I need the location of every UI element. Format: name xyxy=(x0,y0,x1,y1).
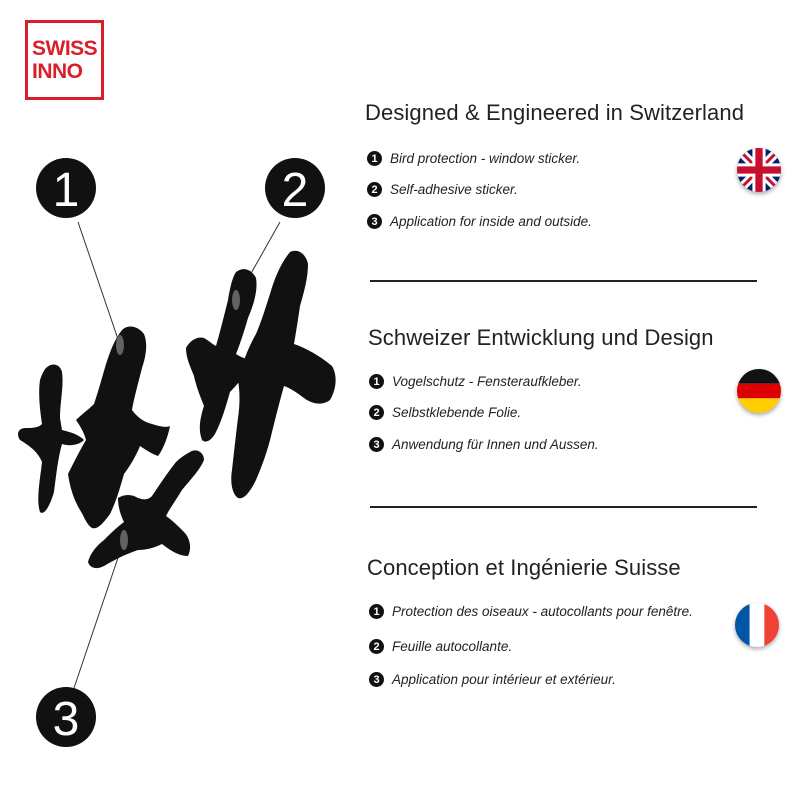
number-2-icon: 2 xyxy=(367,182,382,197)
number-3-icon: 3 xyxy=(369,672,384,687)
number-1-icon: 1 xyxy=(367,151,382,166)
divider-2 xyxy=(370,506,757,508)
highlight-1 xyxy=(116,335,124,355)
feature-item-en-1 xyxy=(367,151,580,166)
feature-item-de-3 xyxy=(369,437,599,452)
germany-flag-icon xyxy=(737,369,781,413)
feature-text: Protection des oiseaux - autocollants pour fenêtre. xyxy=(392,604,693,619)
feature-text: Vogelschutz - Fensteraufkleber. xyxy=(392,374,582,389)
highlight-2 xyxy=(232,290,240,310)
section-german xyxy=(368,325,798,351)
section-english xyxy=(365,100,795,126)
uk-flag-icon xyxy=(737,148,781,192)
feature-text: Application pour intérieur et extérieur. xyxy=(392,672,616,687)
feature-item-fr-1 xyxy=(369,604,693,619)
feature-item-de-2 xyxy=(369,405,521,420)
callout-number-1: 1 xyxy=(52,164,80,217)
feature-item-de-1 xyxy=(369,374,582,389)
section-french xyxy=(367,555,797,581)
france-flag-icon xyxy=(735,603,779,647)
number-3-icon: 3 xyxy=(369,437,384,452)
number-2-icon: 2 xyxy=(369,405,384,420)
number-1-icon: 1 xyxy=(369,604,384,619)
number-2-icon: 2 xyxy=(369,639,384,654)
feature-text: Anwendung für Innen und Aussen. xyxy=(392,437,599,452)
section-title-french: Conception et Ingénierie Suisse xyxy=(367,555,681,580)
feature-item-fr-3 xyxy=(369,672,616,687)
bird-stickers-illustration xyxy=(0,0,360,800)
section-title-english: Designed & Engineered in Switzerland xyxy=(365,100,745,125)
feature-text: Bird protection - window sticker. xyxy=(390,151,581,166)
number-3-icon: 3 xyxy=(367,214,382,229)
feature-text: Feuille autocollante. xyxy=(392,639,513,654)
callout-number-3: 3 xyxy=(52,693,80,746)
feature-item-en-3 xyxy=(367,214,592,229)
highlight-3 xyxy=(120,530,128,550)
callout-line-1 xyxy=(78,222,120,345)
section-title-german: Schweizer Entwicklung und Design xyxy=(368,325,714,350)
logo-line-2: INNO xyxy=(32,60,83,83)
feature-item-fr-2 xyxy=(369,639,512,654)
feature-item-en-2 xyxy=(367,182,518,197)
divider-1 xyxy=(370,280,757,282)
feature-text: Selbstklebende Folie. xyxy=(392,405,522,420)
feature-text: Self-adhesive sticker. xyxy=(390,182,518,197)
logo-line-1: SWISS xyxy=(32,37,98,60)
feature-text: Application for inside and outside. xyxy=(390,214,592,229)
callout-number-2: 2 xyxy=(281,164,309,217)
number-1-icon: 1 xyxy=(369,374,384,389)
